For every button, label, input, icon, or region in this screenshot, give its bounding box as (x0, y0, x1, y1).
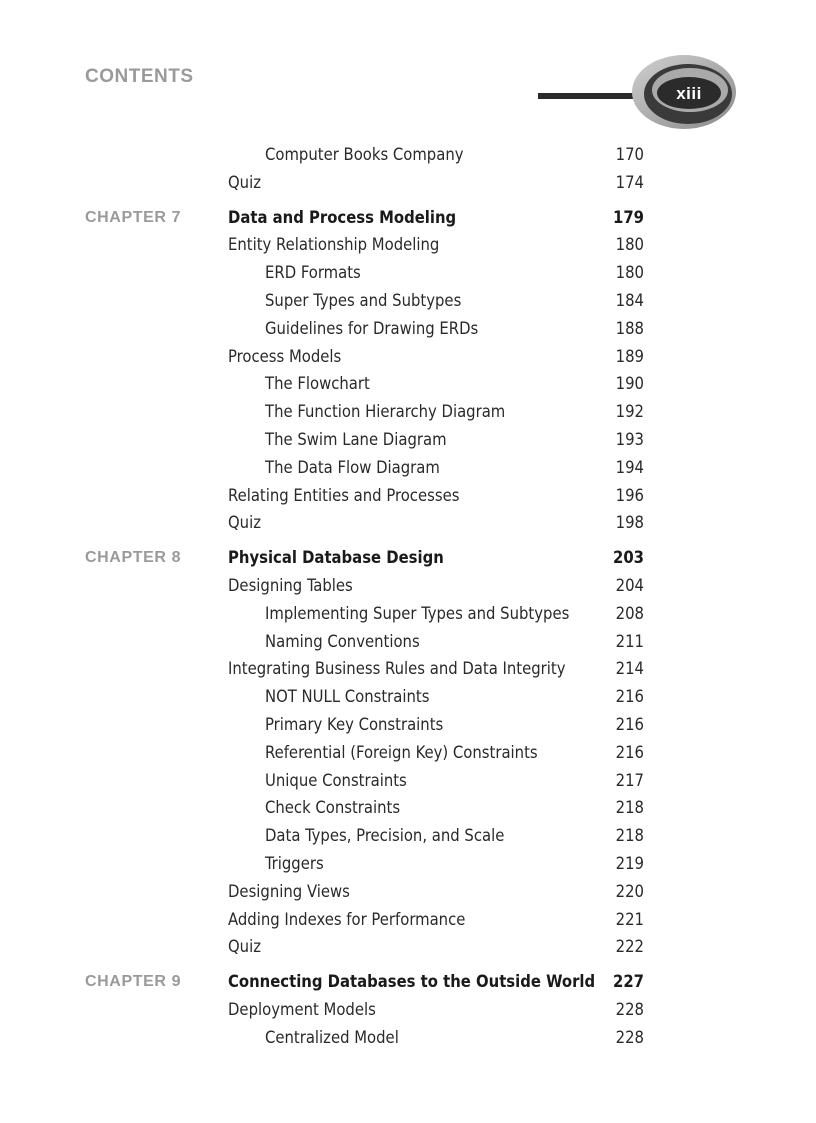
subsection-title: The Function Hierarchy Diagram (265, 402, 506, 422)
section-title: Quiz (228, 172, 262, 192)
subsection-title: Unique Constraints (265, 770, 407, 790)
toc-entry-row (0, 822, 816, 850)
running-head: CONTENTS (85, 66, 194, 87)
toc-entry-row (0, 655, 816, 683)
chapter-title: Data and Process Modeling (228, 207, 457, 227)
entry-page-number: 222 (615, 937, 644, 957)
section-title: Process Models (228, 346, 342, 366)
toc-entry-row (0, 509, 816, 537)
subsection-title: The Swim Lane Diagram (265, 429, 447, 449)
section-title: Deployment Models (228, 999, 376, 1019)
toc-entry-row (0, 287, 816, 315)
section-title: Designing Tables (228, 575, 353, 595)
subsection-title: Referential (Foreign Key) Constraints (265, 742, 538, 762)
subsection-title: Primary Key Constraints (265, 714, 444, 734)
subsection-title: Super Types and Subtypes (265, 290, 462, 310)
entry-page-number: 228 (615, 1027, 644, 1047)
subsection-title: Computer Books Company (265, 145, 464, 164)
subsection-title: Check Constraints (265, 798, 401, 818)
entry-page-number: 180 (615, 263, 644, 283)
toc-entry-row (0, 794, 816, 822)
entry-page-number: 204 (615, 575, 644, 595)
toc-entry-row (0, 683, 816, 711)
entry-page-number: 179 (613, 207, 644, 227)
entry-page-number: 198 (615, 513, 644, 533)
section-title: Entity Relationship Modeling (228, 235, 440, 255)
section-title: Adding Indexes for Performance (228, 909, 466, 929)
toc-chapter-row (0, 204, 816, 232)
toc-entry-row (0, 343, 816, 371)
chapter-title: Connecting Databases to the Outside World (228, 972, 596, 992)
entry-page-number: 216 (615, 687, 644, 707)
toc-entry-row (0, 454, 816, 482)
section-title: Integrating Business Rules and Data Integrity (228, 659, 566, 679)
toc-entry-row (0, 482, 816, 510)
toc-entry-row (0, 259, 816, 287)
section-title: Quiz (228, 937, 262, 957)
toc-entry-row (0, 628, 816, 656)
entry-page-number: 216 (615, 742, 644, 762)
entry-page-number: 192 (615, 402, 644, 422)
chapter-title: Physical Database Design (228, 548, 444, 568)
entry-page-number: 203 (613, 548, 644, 568)
toc-entry-row (0, 850, 816, 878)
chapter-label: CHAPTER 9 (85, 973, 182, 991)
table-of-contents (0, 141, 816, 1052)
page-number: xiii (676, 84, 702, 103)
toc-entry-row (0, 315, 816, 343)
toc-entry-row (0, 767, 816, 795)
toc-entry-row (0, 906, 816, 934)
entry-page-number: 184 (615, 290, 644, 310)
entry-page-number: 188 (615, 318, 644, 338)
toc-entry-row (0, 141, 816, 169)
entry-page-number: 220 (615, 881, 644, 901)
subsection-title: Triggers (265, 853, 324, 873)
entry-page-number: 221 (615, 909, 644, 929)
entry-page-number: 218 (615, 798, 644, 818)
chapter-label: CHAPTER 7 (85, 208, 182, 226)
entry-page-number: 190 (615, 374, 644, 394)
entry-page-number: 194 (615, 457, 644, 477)
entry-page-number: 208 (615, 603, 644, 623)
toc-entry-row (0, 933, 816, 961)
toc-entry-row (0, 426, 816, 454)
entry-page-number: 193 (615, 429, 644, 449)
toc-entry-row (0, 370, 816, 398)
entry-page-number: 218 (615, 826, 644, 846)
toc-entry-row (0, 572, 816, 600)
subsection-title: The Data Flow Diagram (265, 457, 440, 477)
entry-page-number: 214 (615, 659, 644, 679)
subsection-title: Centralized Model (265, 1027, 399, 1047)
chapter-label: CHAPTER 8 (85, 549, 182, 567)
entry-page-number: 196 (615, 485, 644, 505)
entry-page-number: 216 (615, 714, 644, 734)
section-title: Quiz (228, 513, 262, 533)
subsection-title: Guidelines for Drawing ERDs (265, 318, 479, 338)
toc-entry-row (0, 996, 816, 1024)
subsection-title: NOT NULL Constraints (265, 687, 430, 707)
toc-entry-row (0, 231, 816, 259)
section-title: Relating Entities and Processes (228, 485, 460, 505)
toc-entry-row (0, 739, 816, 767)
subsection-title: ERD Formats (265, 263, 361, 283)
toc-entry-row (0, 398, 816, 426)
entry-page-number: 219 (615, 853, 644, 873)
toc-entry-row (0, 711, 816, 739)
entry-page-number: 170 (615, 145, 644, 164)
toc-entry-row (0, 600, 816, 628)
toc-chapter-row (0, 968, 816, 996)
toc-entry-row (0, 1024, 816, 1052)
entry-page-number: 189 (615, 346, 644, 366)
entry-page-number: 228 (615, 999, 644, 1019)
toc-entry-row (0, 169, 816, 197)
entry-page-number: 180 (615, 235, 644, 255)
entry-page-number: 211 (615, 631, 644, 651)
toc-entry-row (0, 878, 816, 906)
subsection-title: Data Types, Precision, and Scale (265, 826, 505, 846)
entry-page-number: 217 (615, 770, 644, 790)
entry-page-number: 227 (613, 972, 644, 992)
toc-chapter-row (0, 544, 816, 572)
subsection-title: Naming Conventions (265, 631, 420, 651)
section-title: Designing Views (228, 881, 350, 901)
subsection-title: Implementing Super Types and Subtypes (265, 603, 570, 623)
subsection-title: The Flowchart (265, 374, 370, 394)
entry-page-number: 174 (615, 172, 644, 192)
